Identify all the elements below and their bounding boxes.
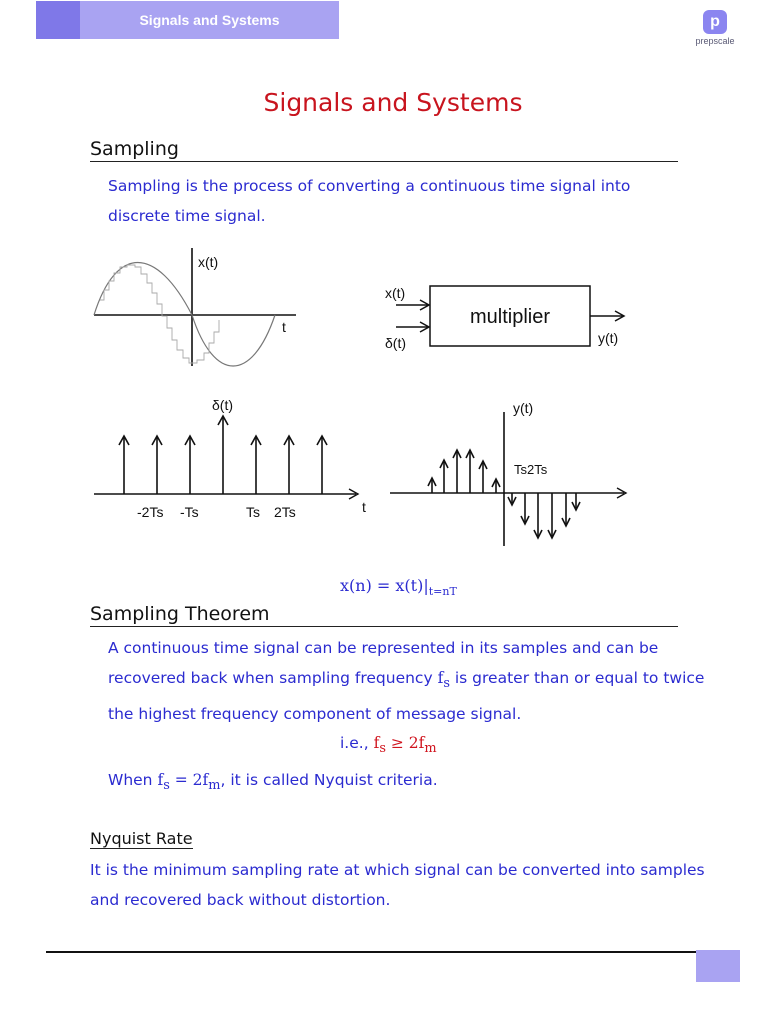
ie-prefix: i.e., [340, 734, 374, 752]
yt-label: y(t) [513, 400, 534, 416]
when-mid: = 2f [169, 771, 209, 789]
tick-2ts: 2Ts [274, 504, 296, 520]
block-output-yt: y(t) [598, 330, 619, 346]
when-sub: s [163, 778, 170, 794]
page-title: Signals and Systems [263, 88, 523, 117]
xt-t-label: t [282, 319, 286, 335]
yt-ticks: Ts2Ts [514, 462, 548, 477]
theorem-text-2: is greater than or equal to twice the highest frequency component of message signal. [108, 669, 705, 724]
formula-sub: t=nT [428, 585, 457, 599]
nyquist-rate-text: It is the minimum sampling rate at which signal can be converted into samples and recovered back without distortion. [90, 861, 705, 909]
logo-icon: p [703, 10, 727, 34]
when-f: f [157, 771, 164, 789]
ie-rest: ≥ 2f [385, 734, 425, 752]
formula-lhs: x(n) = x(t)| [340, 576, 429, 595]
impulse-arrows [119, 416, 327, 494]
sampling-figure [0, 240, 768, 560]
ie-sub2: m [424, 741, 437, 757]
impulse-label: δ(t) [212, 397, 234, 413]
nyquist-criteria-text [108, 765, 668, 801]
theorem-text-1: A continuous time signal can be represented in its samples and can be recovered back when sampling frequency [108, 639, 659, 687]
ie-line [340, 734, 437, 756]
xt-label: x(t) [198, 254, 219, 270]
sampling-theorem-heading: Sampling Theorem [90, 603, 678, 627]
staircase-wave [100, 265, 219, 363]
sampling-formula [340, 576, 457, 598]
logo-text: prepscale [695, 36, 735, 46]
multiplier-label: multiplier [469, 306, 551, 328]
tick-ts: Ts [246, 504, 260, 520]
header-tab [36, 1, 80, 39]
block-input-delta: δ(t) [385, 335, 407, 351]
block-input-xt: x(t) [385, 285, 406, 301]
continuous-signal-plot [94, 248, 296, 366]
ie-f: f [373, 734, 380, 752]
when-suffix: , it is called Nyquist criteria. [220, 771, 438, 789]
fs-sub: s [443, 676, 450, 692]
header-title: Signals and Systems [139, 12, 280, 28]
when-prefix: When [108, 771, 158, 789]
when-sub2: m [208, 778, 221, 794]
prepscale-logo[interactable] [688, 10, 742, 52]
footer-page-box [696, 950, 740, 982]
fs-symbol: f [437, 669, 444, 687]
multiplier-block-diagram [385, 285, 624, 351]
impulse-t-label: t [362, 499, 366, 515]
tick-neg-ts: -Ts [180, 504, 199, 520]
impulse-train-plot [94, 397, 366, 520]
theorem-text [108, 633, 708, 729]
nyquist-rate-heading: Nyquist Rate [90, 829, 193, 848]
sampled-signal-plot [390, 400, 626, 546]
sampling-text: Sampling is the process of converting a continuous time signal into discrete time signal. [108, 177, 631, 225]
footer-divider [46, 951, 696, 953]
sampling-heading: Sampling [90, 138, 678, 162]
ie-sub: s [379, 741, 386, 757]
tick-neg-2ts: -2Ts [137, 504, 164, 520]
